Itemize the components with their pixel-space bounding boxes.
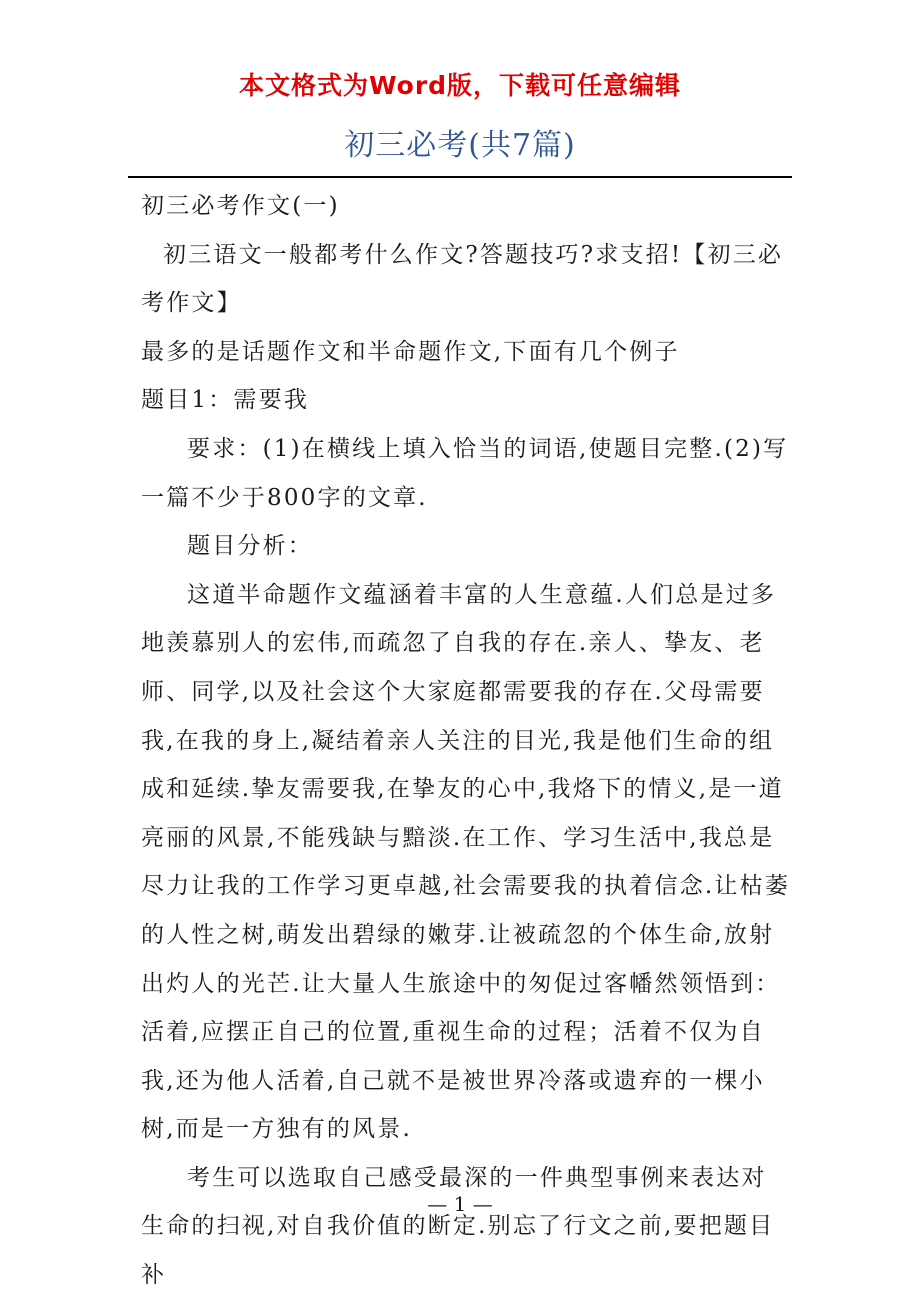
page-number: — 1 — bbox=[427, 1192, 493, 1216]
analysis-paragraph: 这道半命题作文蕴涵着丰富的人生意蕴.人们总是过多地羡慕别人的宏伟,而疏忽了自我的存在.亲人、挚友、老师、同学,以及社会这个大家庭都需要我的存在.父母需要我,在我的身上,凝结着亲人关注的目光,我是他们生命的组成和延续.挚友需要我,在挚友的心中,我烙下的情义,是一道亮丽的风景,不能残缺与黯淡.在工作、学习生活中,我总是尽力让我的工作学习更卓越,社会需要我的执着信念.让枯萎的人性之树,萌发出碧绿的嫩芽.让被疏忽的个体生命,放射出灼人的光芒.让大量人生旅途中的匆促过客幡然领悟到：活着,应摆正自己的位置,重视生命的过程；活着不仅为自我,还为他人活着,自己就不是被世界冷落或遗弃的一棵小树,而是一方独有的风景. bbox=[141, 581, 791, 1143]
document-title: 初三必考(共7篇) bbox=[344, 128, 576, 163]
section-heading: 初三必考作文(一) bbox=[141, 193, 340, 219]
paragraph: 最多的是话题作文和半命题作文,下面有几个例子 bbox=[141, 338, 680, 365]
advice-paragraph: 考生可以选取自己感受最深的一件典型事例来表达对生命的扫视,对自我价值的断定.别忘了行文之前,要把题目补 bbox=[141, 1164, 775, 1289]
document-body bbox=[141, 182, 791, 1300]
topic-line: 题目1：需要我 bbox=[141, 387, 310, 414]
format-notice: 本文格式为Word版，下载可任意编辑 bbox=[238, 71, 682, 100]
intro-paragraph: 初三语文一般都考什么作文?答题技巧?求支招!【初三必考作文】 bbox=[141, 241, 784, 317]
analysis-label: 题目分析： bbox=[187, 533, 313, 560]
requirement-paragraph: 要求：(1)在横线上填入恰当的词语,使题目完整.(2)写一篇不少于800字的文章. bbox=[141, 435, 789, 511]
title-divider bbox=[128, 176, 792, 178]
